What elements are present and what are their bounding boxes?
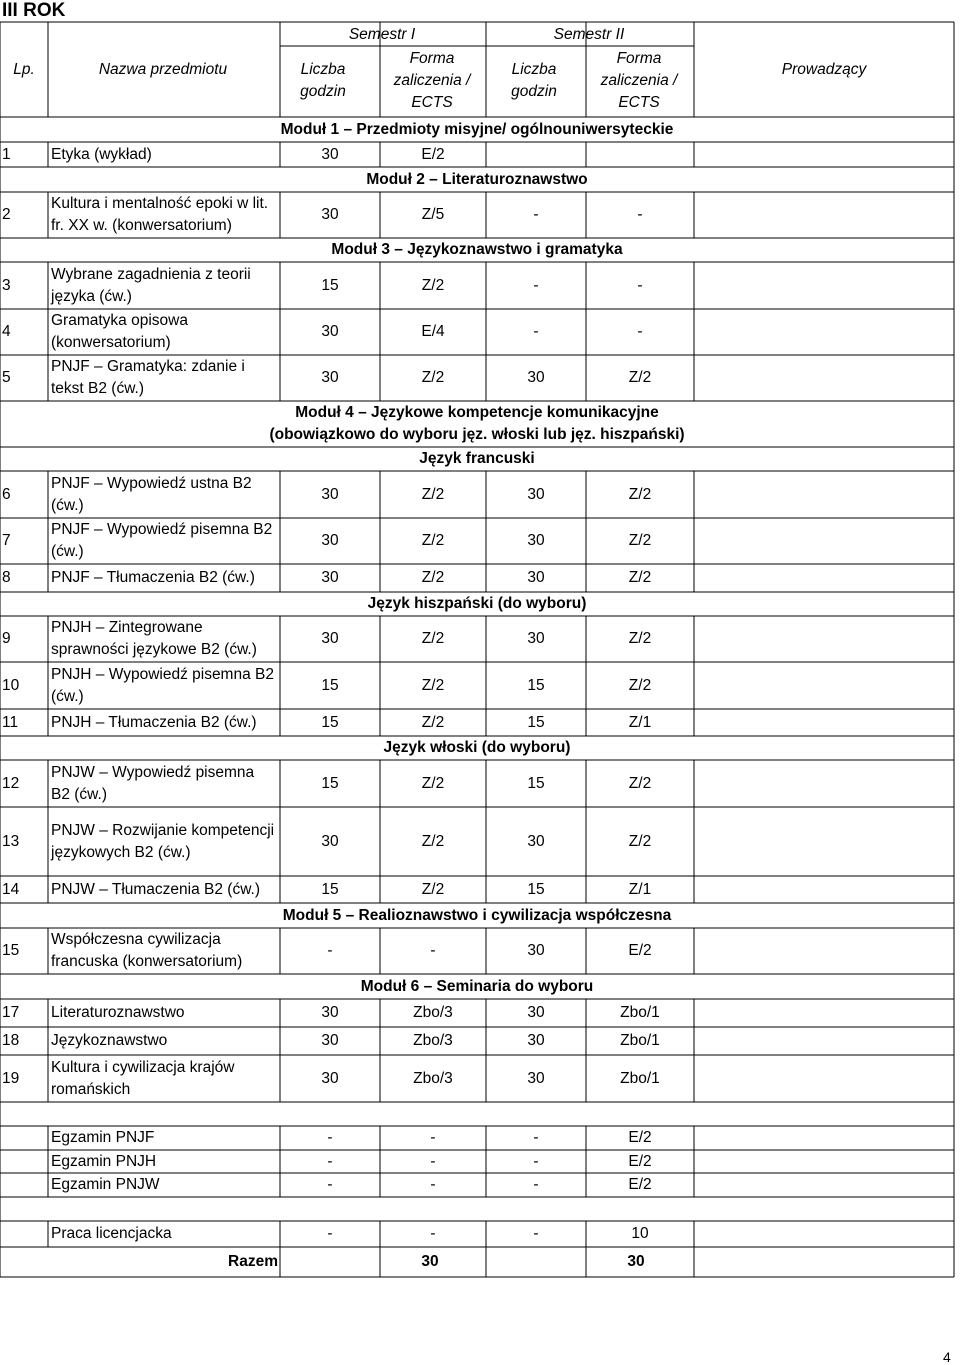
hours-sem-1: 15 — [321, 713, 339, 731]
hours-sem-1: 30 — [321, 485, 339, 503]
exam-form-sem-1: - — [430, 1176, 436, 1193]
form-sem-2: Z/2 — [628, 569, 652, 586]
row-number: 15 — [2, 942, 20, 959]
module-header: Moduł 3 – Językoznawstwo i gramatyka — [331, 241, 623, 258]
subject-name: Wybrane zagadnienia z teorii języka (ćw.) — [51, 265, 251, 305]
form-sem-1: Z/2 — [421, 880, 445, 898]
module-header: Moduł 4 – Językowe kompetencje komunikacyjne — [295, 404, 659, 421]
hours-sem-1: 30 — [321, 569, 339, 586]
module-header: Moduł 5 – Realioznawstwo i cywilizacja współczesna — [282, 906, 672, 924]
thesis-hours-sem-2: - — [533, 1225, 539, 1242]
hours-sem-2: 30 — [527, 1069, 545, 1087]
row-number: 17 — [2, 1004, 20, 1021]
form-sem-1: Zbo/3 — [413, 1032, 453, 1049]
hours-sem-1: - — [327, 942, 333, 959]
exam-form-sem-2: E/2 — [628, 1176, 652, 1193]
subject-name: PNJH – Zintegrowane sprawności językowe B2 (ćw.) — [51, 619, 257, 658]
module-header-note: (obowiązkowo do wyboru jęz. włoski lub jęz. hiszpański) — [269, 426, 685, 443]
exam-name: Egzamin PNJH — [51, 1152, 157, 1170]
exam-form-sem-1: - — [430, 1152, 436, 1170]
header-hours-2: Liczba godzin — [511, 61, 557, 100]
form-sem-1: Z/2 — [421, 485, 445, 503]
form-sem-2: Zbo/1 — [620, 1069, 660, 1087]
row-number: 1 — [2, 145, 11, 163]
subject-name: PNJW – Tłumaczenia B2 (ćw.) — [51, 880, 261, 898]
exam-hours-sem-1: - — [327, 1176, 333, 1193]
hours-sem-1: 30 — [321, 1032, 339, 1049]
hours-sem-2: 15 — [527, 676, 545, 694]
form-sem-2: Z/2 — [628, 774, 652, 792]
row-number: 3 — [2, 276, 11, 294]
total-hours-sem-1: 30 — [421, 1253, 439, 1270]
form-sem-2: - — [637, 206, 643, 223]
subject-name: Etyka (wykład) — [51, 145, 152, 163]
hours-sem-2: 30 — [527, 1032, 545, 1049]
header-semester-2: Semestr II — [553, 26, 625, 43]
form-sem-1: - — [430, 942, 436, 959]
row-number: 2 — [2, 206, 11, 223]
form-sem-1: Z/2 — [421, 569, 445, 586]
form-sem-1: Zbo/3 — [413, 1069, 453, 1087]
row-number: 6 — [2, 485, 11, 503]
form-sem-1: Zbo/3 — [413, 1004, 453, 1021]
hours-sem-1: 15 — [321, 276, 339, 294]
hours-sem-1: 30 — [321, 1069, 339, 1087]
form-sem-2: - — [637, 276, 643, 294]
subject-name: Kultura i cywilizacja krajów romańskich — [51, 1058, 235, 1098]
hours-sem-2: 30 — [527, 942, 545, 959]
hours-sem-2: 30 — [527, 369, 545, 386]
form-sem-2: Z/2 — [628, 485, 652, 503]
form-sem-2: Z/2 — [628, 630, 652, 647]
hours-sem-1: 30 — [321, 630, 339, 647]
header-form-1: Forma zaliczenia / ECTS — [393, 50, 471, 111]
row-number: 8 — [2, 569, 11, 586]
form-sem-2: Zbo/1 — [620, 1004, 660, 1021]
form-sem-1: Z/2 — [421, 676, 445, 694]
form-sem-1: E/2 — [421, 145, 445, 163]
subject-name: PNJW – Rozwijanie kompetencji językowych B2 (ćw.) — [51, 821, 275, 861]
form-sem-1: Z/2 — [421, 713, 445, 731]
subject-name: PNJH – Tłumaczenia B2 (ćw.) — [51, 713, 257, 731]
hours-sem-2: 30 — [527, 1004, 545, 1021]
hours-sem-2: 30 — [527, 532, 545, 549]
header-semester-1: Semestr I — [348, 26, 416, 43]
row-number: 5 — [2, 369, 11, 386]
exam-hours-sem-2: - — [533, 1129, 539, 1146]
exam-hours-sem-2: - — [533, 1176, 539, 1193]
module-header: Język włoski (do wyboru) — [383, 739, 571, 756]
form-sem-1: Z/5 — [421, 206, 445, 223]
form-sem-2: - — [637, 323, 643, 340]
subject-name: PNJW – Wypowiedź pisemna B2 (ćw.) — [51, 763, 255, 803]
form-sem-2: E/2 — [628, 942, 652, 959]
form-sem-2: Z/2 — [628, 532, 652, 549]
header-form-2: Forma zaliczenia / ECTS — [600, 50, 678, 111]
form-sem-1: Z/2 — [421, 276, 445, 294]
hours-sem-1: 30 — [321, 532, 339, 549]
form-sem-1: Z/2 — [421, 774, 445, 792]
hours-sem-1: 15 — [321, 676, 339, 694]
exam-form-sem-2: E/2 — [628, 1152, 652, 1170]
form-sem-2: Z/2 — [628, 676, 652, 694]
subject-name: PNJF – Wypowiedź ustna B2 (ćw.) — [51, 474, 252, 514]
module-header: Moduł 2 – Literaturoznawstwo — [366, 170, 588, 188]
header-subject: Nazwa przedmiotu — [98, 61, 228, 78]
row-number: 18 — [2, 1032, 20, 1049]
row-number: 9 — [2, 630, 11, 647]
hours-sem-2: 30 — [527, 832, 545, 850]
form-sem-1: Z/2 — [421, 630, 445, 647]
page-title: III ROK — [2, 0, 66, 21]
module-header: Język francuski — [419, 450, 535, 467]
subject-name: PNJF – Gramatyka: zdanie i tekst B2 (ćw.) — [51, 358, 245, 397]
module-header: Język hiszpański (do wyboru) — [367, 595, 587, 612]
hours-sem-2: 15 — [527, 774, 545, 792]
subject-name: Gramatyka opisowa (konwersatorium) — [51, 312, 188, 351]
thesis-name: Praca licencjacka — [51, 1225, 172, 1242]
hours-sem-2: - — [533, 276, 539, 294]
hours-sem-1: 30 — [321, 145, 339, 163]
row-number: 12 — [2, 774, 20, 792]
page-number: 4 — [943, 1349, 951, 1365]
hours-sem-1: 15 — [321, 880, 339, 898]
subject-name: Językoznawstwo — [51, 1032, 168, 1049]
header-hours-1: Liczba godzin — [300, 61, 346, 100]
header-lecturer: Prowadzący — [781, 61, 867, 78]
form-sem-1: Z/2 — [421, 832, 445, 850]
subject-name: PNJF – Wypowiedź pisemna B2 (ćw.) — [51, 521, 273, 560]
form-sem-2: Z/1 — [628, 713, 652, 731]
subject-name: Literaturoznawstwo — [51, 1004, 185, 1021]
row-number: 11 — [2, 713, 19, 731]
form-sem-2: Z/1 — [628, 880, 652, 898]
row-number: 10 — [2, 676, 20, 694]
hours-sem-1: 30 — [321, 369, 339, 386]
total-label: Razem — [228, 1253, 278, 1270]
hours-sem-2: 15 — [527, 713, 545, 731]
exam-hours-sem-1: - — [327, 1129, 333, 1146]
row-number: 13 — [2, 832, 20, 850]
hours-sem-1: 15 — [321, 774, 339, 792]
hours-sem-2: 15 — [527, 880, 545, 898]
thesis-hours-sem-1: - — [327, 1225, 333, 1242]
exam-form-sem-1: - — [430, 1129, 436, 1146]
form-sem-2: Z/2 — [628, 369, 652, 386]
form-sem-1: Z/2 — [421, 369, 445, 386]
hours-sem-1: 30 — [321, 1004, 339, 1021]
module-header: Moduł 1 – Przedmioty misyjne/ ogólnouniwersyteckie — [280, 120, 674, 138]
header-lp: Lp. — [13, 61, 35, 78]
exam-hours-sem-2: - — [533, 1152, 539, 1170]
subject-name: PNJF – Tłumaczenia B2 (ćw.) — [51, 569, 255, 586]
hours-sem-2: 30 — [527, 569, 545, 586]
exam-hours-sem-1: - — [327, 1152, 333, 1170]
form-sem-2: Z/2 — [628, 832, 652, 850]
subject-name: Współczesna cywilizacja francuska (konwersatorium) — [51, 931, 243, 970]
exam-name: Egzamin PNJW — [51, 1176, 160, 1193]
hours-sem-1: 30 — [321, 832, 339, 850]
thesis-form-sem-1: - — [430, 1225, 436, 1242]
form-sem-1: E/4 — [421, 323, 445, 340]
hours-sem-2: 30 — [527, 485, 545, 503]
module-header: Moduł 6 – Seminaria do wyboru — [360, 977, 594, 995]
exam-form-sem-2: E/2 — [628, 1129, 652, 1146]
hours-sem-2: - — [533, 206, 539, 223]
row-number: 19 — [2, 1069, 20, 1087]
form-sem-1: Z/2 — [421, 532, 445, 549]
thesis-ects: 10 — [631, 1225, 649, 1242]
row-number: 4 — [2, 323, 11, 340]
subject-name: PNJH – Wypowiedź pisemna B2 (ćw.) — [51, 665, 274, 705]
hours-sem-2: - — [533, 323, 539, 340]
form-sem-2: Zbo/1 — [620, 1032, 660, 1049]
hours-sem-2: 30 — [527, 630, 545, 647]
total-hours-sem-2: 30 — [627, 1253, 645, 1270]
hours-sem-1: 30 — [321, 323, 339, 340]
hours-sem-1: 30 — [321, 206, 339, 223]
subject-name: Kultura i mentalność epoki w lit. fr. XX w. (konwersatorium) — [51, 195, 269, 234]
row-number: 7 — [2, 532, 11, 549]
exam-name: Egzamin PNJF — [51, 1129, 155, 1146]
row-number: 14 — [2, 880, 20, 898]
